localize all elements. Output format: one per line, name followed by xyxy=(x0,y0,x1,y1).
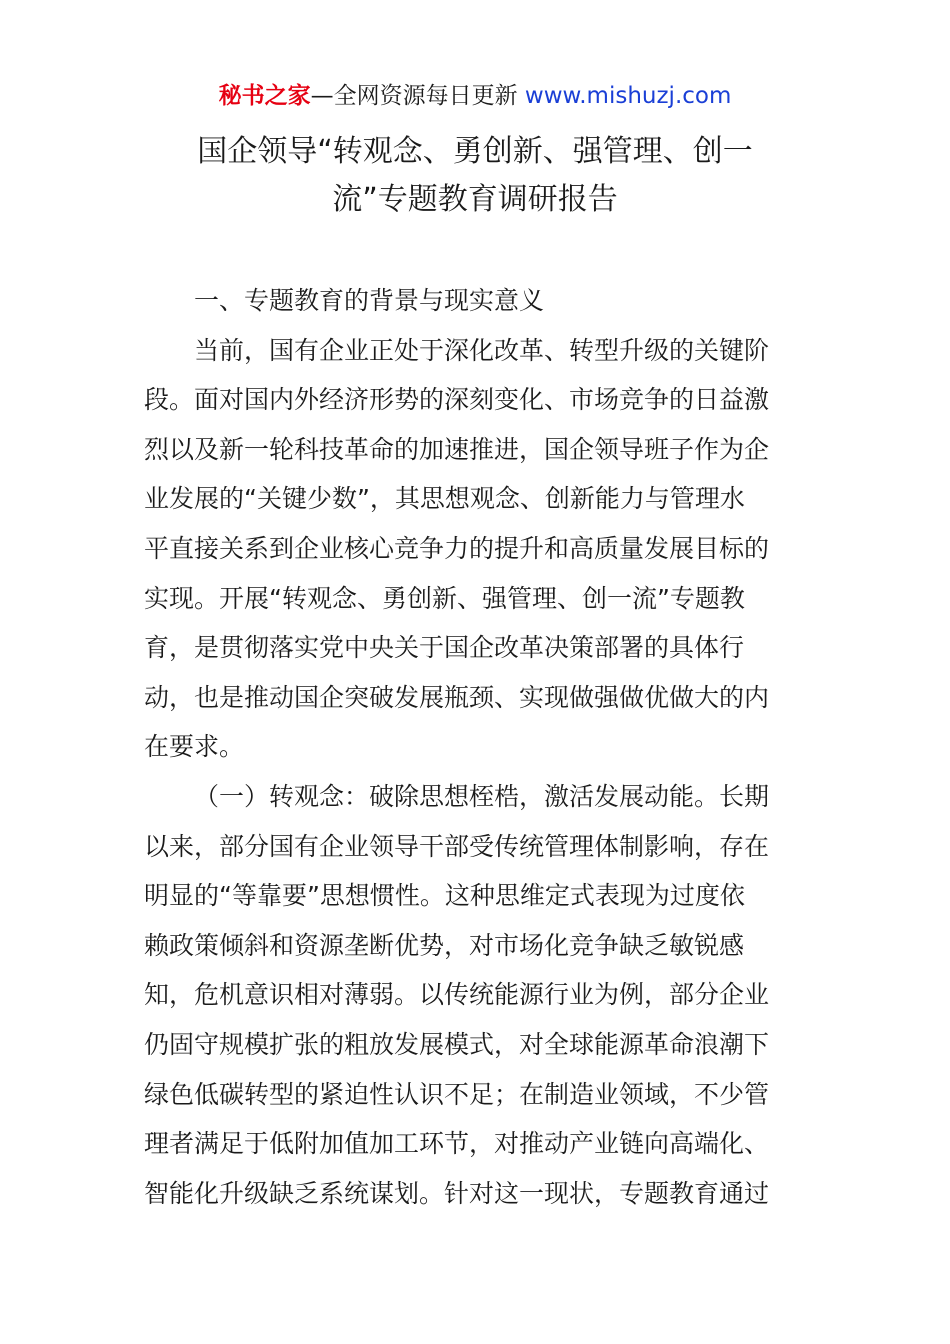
site-url-link[interactable]: www.mishuzj.com xyxy=(524,83,732,109)
body-line: 一、专题教育的背景与现实意义 xyxy=(194,286,545,315)
body-line: 以来，部分国有企业领导干部受传统管理体制影响，存在 xyxy=(144,831,770,861)
body-line: 知，危机意识相对薄弱。以传统能源行业为例，部分企业 xyxy=(144,980,770,1010)
body-line: 当前，国有企业正处于深化改革、转型升级的关键阶 xyxy=(194,335,770,365)
site-header xyxy=(0,80,950,112)
body-line: 育，是贯彻落实党中央关于国企改革决策部署的具体行 xyxy=(144,633,745,663)
body-line: 绿色低碳转型的紧迫性认识不足；在制造业领域，不少管 xyxy=(144,1079,770,1109)
body-line: 智能化升级缺乏系统谋划。针对这一现状，专题教育通过 xyxy=(144,1178,770,1208)
document-title xyxy=(150,128,800,224)
body-line: 动，也是推动国企突破发展瓶颈、实现做强做优做大的内 xyxy=(144,682,770,712)
title-line-2: 流”专题教育调研报告 xyxy=(332,182,618,217)
title-line-1: 国企领导“转观念、勇创新、强管理、创一 xyxy=(197,134,753,169)
body-line: 在要求。 xyxy=(144,732,245,762)
body-line: 赖政策倾斜和资源垄断优势，对市场化竞争缺乏敏锐感 xyxy=(144,930,745,960)
body-line: 理者满足于低附加值加工环节，对推动产业链向高端化、 xyxy=(144,1129,770,1159)
body-line: （一）转观念：破除思想桎梏，激活发展动能。长期 xyxy=(194,781,770,811)
body-line: 段。面对国内外经济形势的深刻变化、市场竞争的日益激 xyxy=(144,385,770,415)
site-name: 秘书之家 xyxy=(218,83,311,109)
body-line: 仍固守规模扩张的粗放发展模式，对全球能源革命浪潮下 xyxy=(144,1029,770,1059)
document-body xyxy=(144,276,806,1218)
body-line: 烈以及新一轮科技革命的加速推进，国企领导班子作为企 xyxy=(144,434,770,464)
body-line: 平直接关系到企业核心竞争力的提升和高质量发展目标的 xyxy=(144,533,770,563)
site-tagline: —全网资源每日更新 xyxy=(310,83,525,109)
body-line: 业发展的“关键少数”，其思想观念、创新能力与管理水 xyxy=(144,484,745,514)
body-line: 实现。开展“转观念、勇创新、强管理、创一流”专题教 xyxy=(144,583,745,613)
body-line: 明显的“等靠要”思想惯性。这种思维定式表现为过度依 xyxy=(144,881,745,911)
